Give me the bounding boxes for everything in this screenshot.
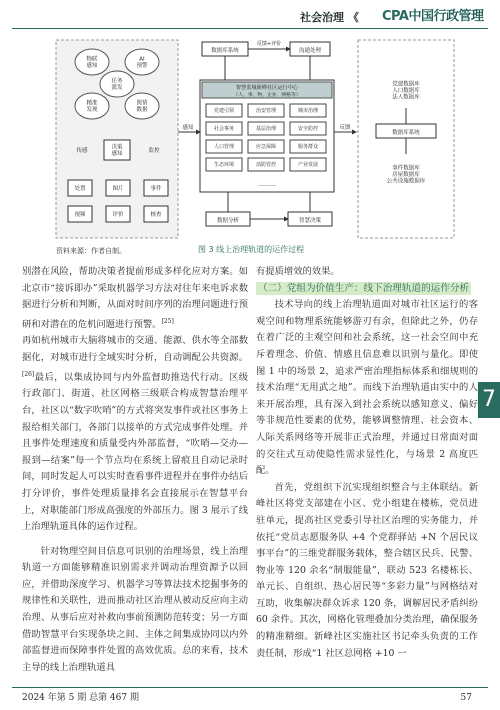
right-para-1: 技术导向的线上治理轨道面对城市社区运行的客观空间和物理系统能够游刃有余，但除此之外，仍存在着广泛的主观空间和社会系统，这一社会空间中充斥着理念、价值、情感且信息难以识别与量化。即使图 1 中的场景 2，追求严密治理指标体系和细规则的技术治理“无用武之地”。而线下治理轨道由实中的人来开展治理，具有深入到社会系统以感知意义、偏好等非规范性要素的优势，能够调整情理、社会资本、人际关系网络等开展非正式治理，并通过日常面对面的交往式互动使隐性需求显性化，与场景 2 高度匹配。: [256, 299, 478, 477]
oval-label: AI: [139, 56, 145, 63]
right-bottom-label: 房屋数据库: [392, 171, 420, 178]
smart-decision-label: 智慧决策: [298, 218, 322, 224]
hub-cell-label: 基层治理: [255, 126, 277, 133]
right-bottom-label: 事件数据库: [392, 165, 420, 172]
right-column: [256, 264, 478, 662]
mid-center-label: 决策: [111, 144, 123, 151]
data-analysis-label: 数据分析: [216, 218, 240, 224]
hub-cell-label: 社会事务: [213, 126, 235, 133]
right-top-label: 党建数据库: [392, 81, 420, 88]
hub-dots: ………: [258, 181, 276, 188]
hub-cell-label: 消防管控: [255, 162, 277, 169]
journal-logo: CPA中国行政管理: [382, 9, 484, 24]
oval-label: 物联: [86, 56, 98, 63]
mid-right-label: 监控: [148, 147, 160, 154]
left-column: [22, 264, 248, 676]
oval-label: 数据: [136, 107, 148, 114]
left-para-3: 针对物理空间目信息可识别的治理场景，线上治理轨道一方面能够精准识别需求并调动治理资源予以回应，并借助深度学习、机器学习等算法技术挖掘事务的规律性和关联性，进而推动社区治理从被动反应向主动治理、从事后应对补救向事前预测防范转变；另一方面借助智慧平台实现条块之间、主体之间集成协同以内外部监督进而保障事件处置的高效优质。总的来看，技术主导的线上治理轨道具: [22, 545, 248, 673]
right-top-label: 法人数据库: [392, 94, 420, 101]
right-bottom-label: 公共设施数据库: [386, 178, 426, 185]
top-left-label: 数据库系统: [211, 48, 239, 54]
hub-cell-label: 人口管理: [213, 144, 235, 151]
mid-left-label: 传感: [76, 147, 88, 154]
oval-label: 感知: [86, 63, 98, 70]
figure-3: [12, 32, 490, 252]
bottom-box-label: 处置: [74, 185, 86, 192]
right-arrow-label: 反馈: [339, 125, 351, 131]
footer-rule: [12, 687, 488, 688]
right-top-list: [392, 79, 420, 100]
bottom-box-label: 事件: [150, 185, 162, 192]
oval-label: 任务: [111, 78, 123, 85]
page-number: 57: [460, 693, 472, 703]
right-top-label: 人口数据库: [392, 87, 420, 94]
hub-cell-label: 应急保障: [255, 144, 277, 151]
process-diagram: [12, 32, 490, 252]
hub-cell-label: 生态环境: [213, 162, 235, 169]
top-right-label: 沟通处理: [298, 48, 322, 54]
header-rule: [12, 28, 488, 29]
hub-cell-label: 城市治理: [297, 108, 319, 115]
feedback-label: 反馈+评价: [256, 41, 282, 47]
page-side-tab: 7: [478, 382, 500, 418]
section-subhead: （二）党组为价值生产：线下治理轨道的运作分析: [258, 282, 470, 294]
db-system-label: 数据库系统: [392, 130, 420, 136]
left-para-2: 再如杭州城市大脑将城市的交通、能源、供水等全部数据化，对城市进行全域实时分析，自动调配公共资源。[26]最后，以集成协同与内外监督助推迭代行动。区级行政部门、街道、社区网格三级联合构成智慧治理平台，社区以“数字吹哨”的方式将突发事件或社区事务上报给相关部门，各部门以接单的方式完成事件处理。并且事件处理速度和质量受内外部监督，“吹哨—交办—报到—结案”每一个节点均在系统上留痕且自动记录时间，同时发起人可以实时查看事件进程并在事件办结后打分评价，事件处理质量排名会直接展示在智慧平台上，对职能部门形成高强度的外部压力。图 3 展示了线上治理轨道具体的运作过程。: [22, 335, 248, 533]
footer-issue: 2024 年第 5 期 总第 467 期: [22, 693, 139, 703]
section-title: 社会治理 《: [300, 11, 359, 24]
oval-label: 舆情: [136, 100, 148, 107]
oval-label: 发现: [86, 107, 98, 114]
bottom-box-label: 评价: [112, 211, 124, 218]
oval-label: 精准: [86, 100, 98, 107]
mid-center-label: 感知: [111, 151, 123, 158]
hub-cell-label: 党建引领: [213, 108, 235, 115]
bottom-box-label: 图片: [112, 185, 124, 192]
hub-cell-label: 服务群众: [297, 144, 319, 151]
left-arrow-label: 感知: [182, 125, 194, 131]
hub-cell-label: 产业发展: [297, 162, 319, 169]
figure-caption: 图 3 线上治理轨道的运作过程: [198, 245, 305, 254]
hub-cell-label: 治安管理: [255, 108, 277, 115]
bottom-box-label: 核查: [150, 211, 162, 218]
oval-label: 预警: [136, 63, 148, 70]
left-para-1: 别潜在风险，帮助决策者提前形成多样化应对方案。如北京市“接诉即办”采取机器学习方法对往年来电诉求数据进行分析和判断，从面对时间序列的治理问题进行预研和对潜在的危机问题进行预警。[25]: [22, 266, 248, 330]
bottom-box-label: 视频: [74, 211, 86, 218]
hub-subtitle: （人、事、物、企业、网格等）: [233, 93, 301, 98]
hub-title: 智慧监城新峰社区运行中心: [235, 85, 299, 91]
hub-cell-label: 安全防控: [297, 126, 319, 133]
figure-source: 资料来源：作者自制。: [56, 247, 126, 255]
right-intro: 有提质增效的效果。: [256, 266, 340, 277]
right-para-2: 首先，党组织下沉实现组织整合与主体联结。新峰社区将党支部建在小区、党小组建在楼栋，党员进驻单元，提高社区党委引导社区治理的实务能力，并依托“党员志愿服务队 +4 个党群驿站 +N 个居民议事平台”的三维党群服务载体，整合辖区民兵、民警、物业等 120 余名“制服能量”，联动 523 名楼栋长、单元长、自组织、热心居民等“多彩力量”与网格结对互助，收集解决群众诉求 120 条，调解居民矛盾纠纷 60 余件。其次，网格化管理叠加分类治理，确保服务的精准精细。新峰社区实施社区书记牵头负责的工作责任制，形成“1 社区总网格 +10 一: [256, 481, 478, 659]
oval-label: 派发: [111, 85, 123, 92]
